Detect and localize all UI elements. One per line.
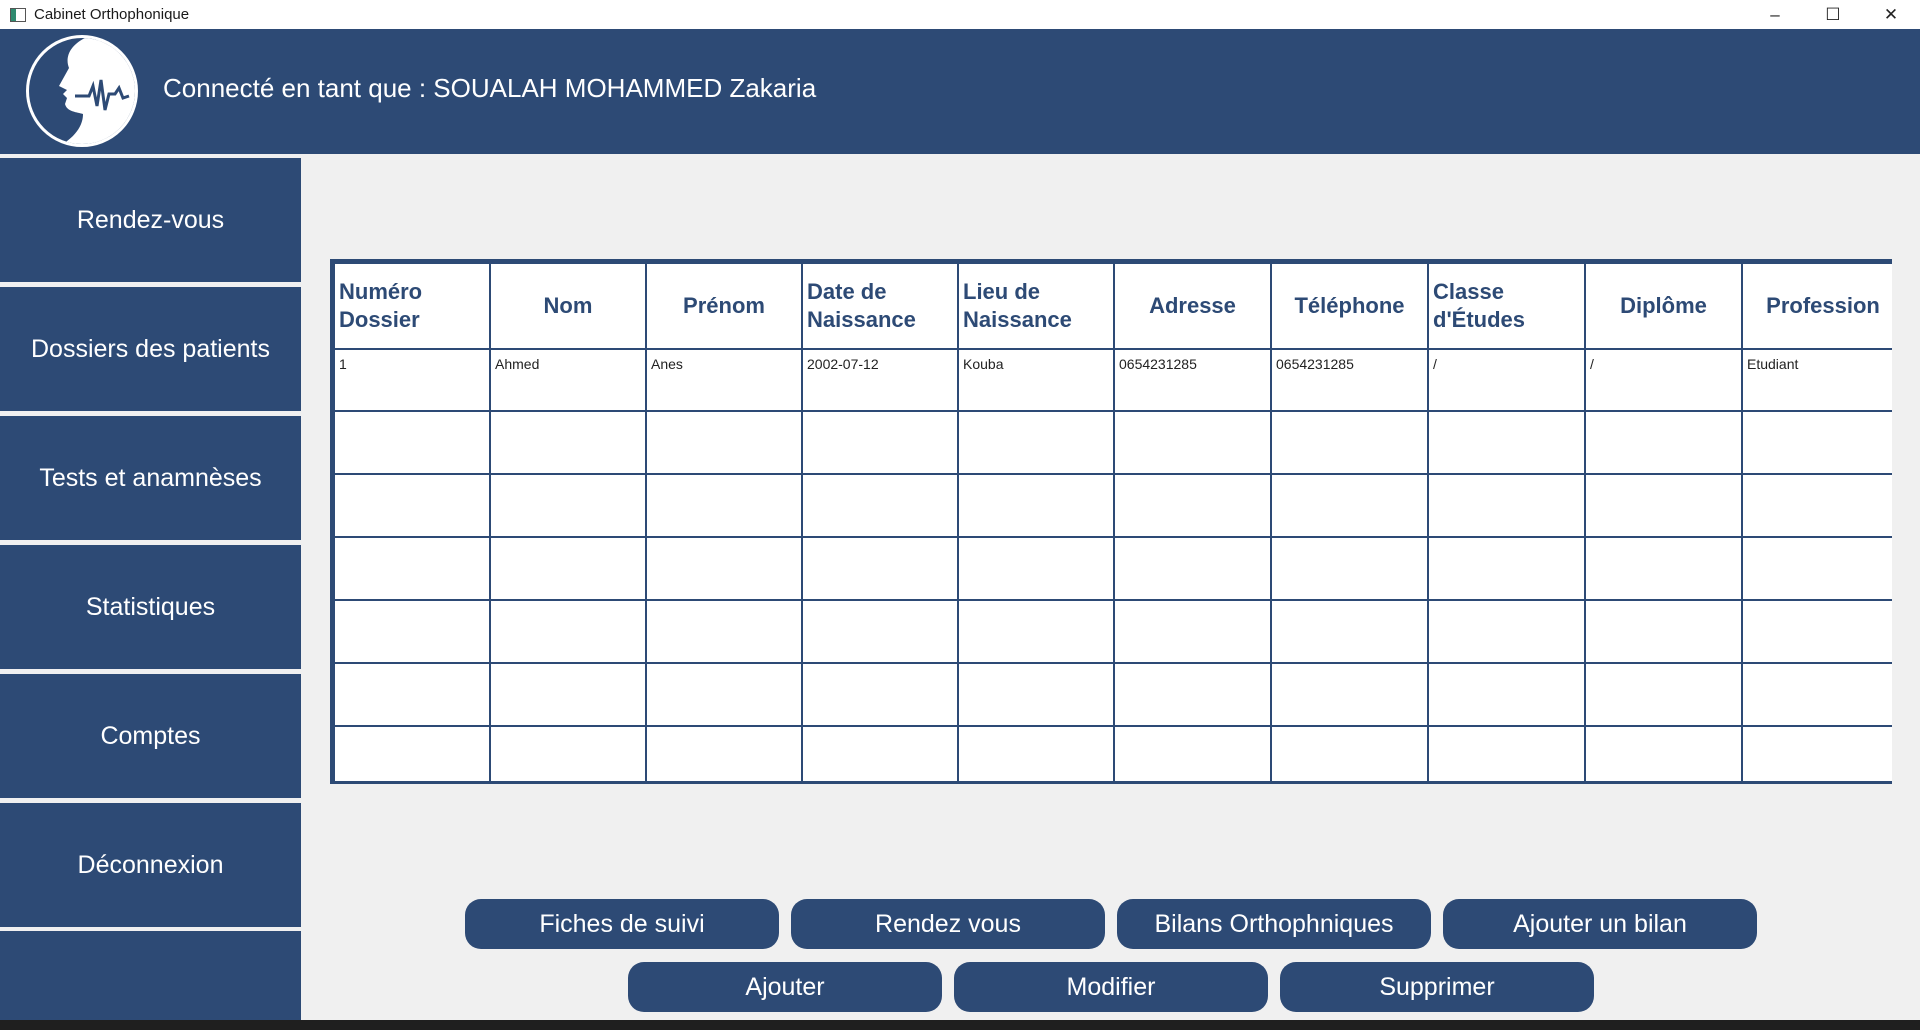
table-row-empty[interactable] (334, 411, 1892, 474)
column-header-diplome[interactable]: Diplôme (1585, 263, 1742, 349)
fiches-de-suivi-button[interactable]: Fiches de suivi (465, 899, 779, 949)
cell-diplome[interactable]: / (1585, 349, 1742, 411)
table-row-empty[interactable] (334, 600, 1892, 663)
ajouter-button[interactable]: Ajouter (628, 962, 942, 1012)
column-header-lieu-naissance[interactable]: Lieu de Naissance (958, 263, 1114, 349)
speech-profile-logo-icon (26, 35, 138, 147)
modifier-button[interactable]: Modifier (954, 962, 1268, 1012)
cell-adresse[interactable]: 0654231285 (1114, 349, 1271, 411)
app-icon (10, 8, 26, 22)
cell-date-naissance[interactable]: 2002-07-12 (802, 349, 958, 411)
window-controls (1746, 0, 1920, 29)
window-titlebar (0, 0, 1920, 29)
maximize-button[interactable]: ☐ (1825, 4, 1841, 24)
supprimer-button[interactable]: Supprimer (1280, 962, 1594, 1012)
column-header-classe-etudes[interactable]: Classe d'Études (1428, 263, 1585, 349)
cell-numero-dossier[interactable]: 1 (334, 349, 490, 411)
table-header-row (334, 263, 1892, 349)
bilans-orthophoniques-button[interactable]: Bilans Orthophniques (1117, 899, 1431, 949)
sidebar-item-rendez-vous[interactable]: Rendez-vous (0, 158, 301, 282)
column-header-profession[interactable]: Profession (1742, 263, 1892, 349)
sidebar-filler (0, 931, 301, 1022)
cell-classe-etudes[interactable]: / (1428, 349, 1585, 411)
column-header-numero-dossier[interactable]: Numéro Dossier (334, 263, 490, 349)
table-row-empty[interactable] (334, 537, 1892, 600)
taskbar-edge (0, 1020, 1920, 1030)
cell-prenom[interactable]: Anes (646, 349, 802, 411)
minimize-button[interactable]: – (1770, 4, 1780, 24)
logged-in-user-label: Connecté en tant que : SOUALAH MOHAMMED Zakaria (163, 73, 817, 103)
sidebar-item-deconnexion[interactable]: Déconnexion (0, 803, 301, 927)
column-header-telephone[interactable]: Téléphone (1271, 263, 1428, 349)
table-row-empty[interactable] (334, 726, 1892, 784)
window-title: Cabinet Orthophonique (34, 6, 190, 23)
sidebar-item-comptes[interactable]: Comptes (0, 674, 301, 798)
cell-lieu-naissance[interactable]: Kouba (958, 349, 1114, 411)
cell-profession[interactable]: Etudiant (1742, 349, 1892, 411)
table-row[interactable] (334, 349, 1892, 411)
sidebar-item-dossiers-patients[interactable]: Dossiers des patients (0, 287, 301, 411)
sidebar-item-tests-anamneses[interactable]: Tests et anamnèses (0, 416, 301, 540)
close-button[interactable]: ✕ (1883, 4, 1899, 24)
rendez-vous-button[interactable]: Rendez vous (791, 899, 1105, 949)
column-header-adresse[interactable]: Adresse (1114, 263, 1271, 349)
column-header-nom[interactable]: Nom (490, 263, 646, 349)
cell-nom[interactable]: Ahmed (490, 349, 646, 411)
sidebar (0, 154, 301, 1022)
sidebar-item-statistiques[interactable]: Statistiques (0, 545, 301, 669)
table-row-empty[interactable] (334, 474, 1892, 537)
ajouter-bilan-button[interactable]: Ajouter un bilan (1443, 899, 1757, 949)
table-row-empty[interactable] (334, 663, 1892, 726)
column-header-date-naissance[interactable]: Date de Naissance (802, 263, 958, 349)
column-header-prenom[interactable]: Prénom (646, 263, 802, 349)
patients-table (330, 259, 1892, 784)
app-header (0, 29, 1920, 154)
cell-telephone[interactable]: 0654231285 (1271, 349, 1428, 411)
